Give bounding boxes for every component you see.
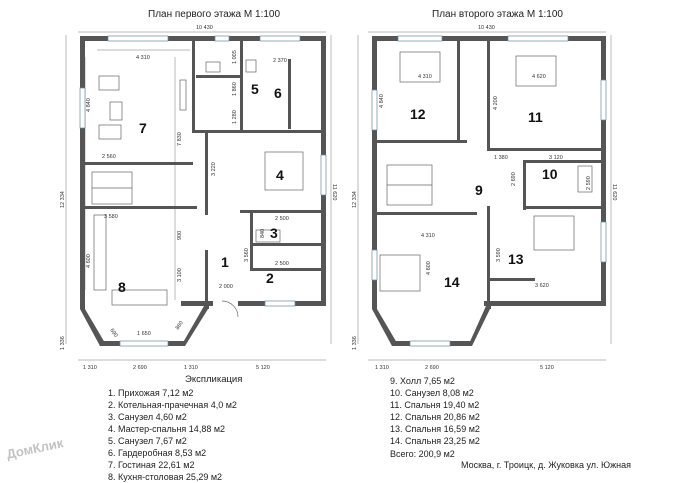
dim-top-total: 10 430 [196,25,213,31]
legend-item: 11. Спальня 19,40 м2 [390,400,480,410]
dim2-side-total: 12 334 [352,191,358,208]
dim2-bottom-mid: 2 690 [425,365,439,371]
room-number-4: 4 [276,167,284,183]
dim-1650: 1 650 [137,331,151,337]
dim2-4840: 4 840 [379,94,385,108]
room-number-11: 11 [528,109,543,125]
room-number-13: 13 [508,251,524,267]
legend-item: 4. Мастер-спальня 14,88 м2 [108,424,226,434]
dim2-4310b: 4 310 [421,233,435,239]
dim2-3590: 3 590 [496,248,502,262]
dim-4310: 4 310 [136,55,150,61]
dim-900: 900 [177,230,183,240]
floor1-walls [80,36,326,346]
dim-bottom-mid: 2 690 [133,365,147,371]
dim-1280: 1 280 [232,110,238,124]
floor2-title: План второго этажа М 1:100 [432,9,563,20]
legend-left-list [108,387,237,483]
legend-item: 9. Холл 7,65 м2 [390,376,455,386]
dim-4600: 4 600 [86,254,92,268]
address: Москва, г. Троицк, д. Жуковка ул. Южная [461,460,631,470]
room-number-10: 10 [542,166,558,182]
dim2-1380: 1 380 [494,155,508,161]
legend-item: 14. Спальня 23,25 м2 [390,436,480,446]
legend-item: 3. Санузел 4,60 м2 [108,412,187,422]
total-area: Всего: 200,9 м2 [390,449,455,459]
dim2-3120: 3 120 [549,155,563,161]
dim-3560: 3 560 [244,248,250,262]
dim-3220: 3 220 [211,162,217,176]
room-number-14: 14 [444,274,460,290]
dim-1005: 1 005 [232,50,238,64]
legend-item: 12. Спальня 20,86 м2 [390,412,480,422]
dim2-4600: 4 600 [426,261,432,275]
floor2-furniture [380,52,592,291]
dim2-3620: 3 620 [535,283,549,289]
watermark-logo: ДомКлик [5,435,65,462]
dim2-top-total: 10 430 [478,25,495,31]
dim2-bottom-offset: 1 336 [352,336,358,350]
legend-right-list [390,375,480,447]
dim-2370: 2 370 [273,58,287,64]
dim2-2590: 2 590 [586,176,592,190]
dim-bottom-offset: 1 336 [60,336,66,350]
dim-2500a: 2 500 [275,216,289,222]
dim-bottom-mid2: 1 310 [184,365,198,371]
room-number-7: 7 [139,120,147,136]
dim-side-right: 11 620 [331,184,337,201]
dim-2500b: 2 500 [275,261,289,267]
legend-title: Экспликация [185,374,243,385]
dim-bottom-right: 5 120 [256,365,270,371]
dim2-4310a: 4 310 [418,74,432,80]
legend-item: 2. Котельная-прачечная 4,0 м2 [108,400,237,410]
dim2-bottom-right: 5 120 [540,365,554,371]
dim2-side-right: 11 620 [611,184,617,201]
legend-item: 7. Гостиная 22,61 м2 [108,460,195,470]
dim-840: 840 [260,228,266,238]
dim2-4620: 4 620 [532,74,546,80]
dim2-bottom-left: 1 310 [375,365,389,371]
dim-690: 690 [108,327,119,339]
legend-item: 6. Гардеробная 8,53 м2 [108,448,207,458]
floor2-walls [372,36,606,346]
floor1-title: План первого этажа М 1:100 [148,9,281,20]
room-number-8: 8 [118,279,126,295]
dim-2560: 2 560 [102,154,116,160]
floor1-plan [66,32,331,360]
dim-7830: 7 830 [177,132,183,146]
dim-3100: 3 100 [177,268,183,282]
dim-860: 860 [174,320,185,332]
legend-item: 13. Спальня 16,59 м2 [390,424,480,434]
dim-2000: 2 000 [219,284,233,290]
legend-item: 8. Кухня-столовая 25,29 м2 [108,472,223,482]
dim2-4200: 4 200 [493,96,499,110]
room-number-2: 2 [266,270,274,286]
room-number-3: 3 [270,225,278,241]
floor1-room-labels [118,81,284,295]
legend-item: 5. Санузел 7,67 м2 [108,436,187,446]
room-number-6: 6 [274,85,282,101]
dim-1860: 1 860 [232,82,238,96]
room-number-9: 9 [475,182,483,198]
room-number-1: 1 [221,254,229,270]
dim-bottom-left: 1 310 [83,365,97,371]
dim-side-total: 12 334 [60,191,66,208]
dim2-2690: 2 690 [511,172,517,186]
dim-3580: 3 580 [104,214,118,220]
room-number-5: 5 [251,81,259,97]
legend-item: 1. Прихожая 7,12 м2 [108,388,194,398]
dim-4840: 4 840 [86,98,92,112]
room-number-12: 12 [410,106,426,122]
legend-item: 10. Санузел 8,08 м2 [390,388,474,398]
